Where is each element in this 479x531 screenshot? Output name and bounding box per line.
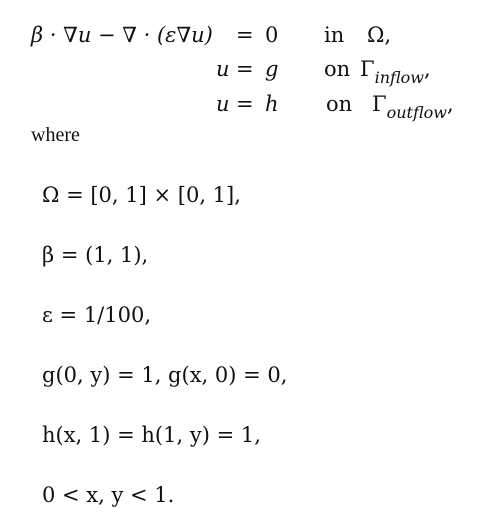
equation-1-domain: Ω, — [367, 23, 392, 47]
equation-3-rhs: h — [265, 92, 279, 116]
equation-2-rhs: g — [265, 57, 279, 81]
definition-epsilon: ε = 1/100, — [42, 303, 152, 327]
equation-1-rhs: 0 — [265, 23, 279, 47]
gamma-symbol: Γ — [372, 92, 387, 116]
equation-2-domain: $\Gamma_{inflow}$, — [360, 57, 431, 87]
equation-2-lhs: u — [216, 57, 230, 81]
outflow-subscript: outflow — [386, 103, 447, 122]
definition-domain: Ω = [0, 1] × [0, 1], — [42, 183, 241, 207]
equation-2-condition: on — [324, 57, 351, 81]
definition-beta: β = (1, 1), — [42, 243, 149, 267]
gamma-symbol: Γ — [360, 57, 375, 81]
where-label: where — [31, 124, 80, 146]
equation-2-equals: = — [236, 57, 254, 81]
equation-1-equals: = — [236, 23, 254, 47]
equation-1-lhs: β · ∇u − ∇ · (ε∇u) — [31, 23, 213, 47]
equation-3-condition: on — [326, 92, 353, 116]
definition-h: h(x, 1) = h(1, y) = 1, — [42, 423, 261, 447]
definition-range: 0 < x, y < 1. — [42, 483, 175, 507]
equation-3-equals: = — [236, 92, 254, 116]
inflow-subscript: inflow — [374, 68, 424, 87]
equation-3-lhs: u — [216, 92, 230, 116]
equation-3-domain: $\Gamma_{outflow}$, — [372, 92, 454, 122]
definition-g: g(0, y) = 1, g(x, 0) = 0, — [42, 363, 288, 387]
equation-1-condition: in — [324, 23, 345, 47]
equation-row-1 — [31, 20, 213, 50]
